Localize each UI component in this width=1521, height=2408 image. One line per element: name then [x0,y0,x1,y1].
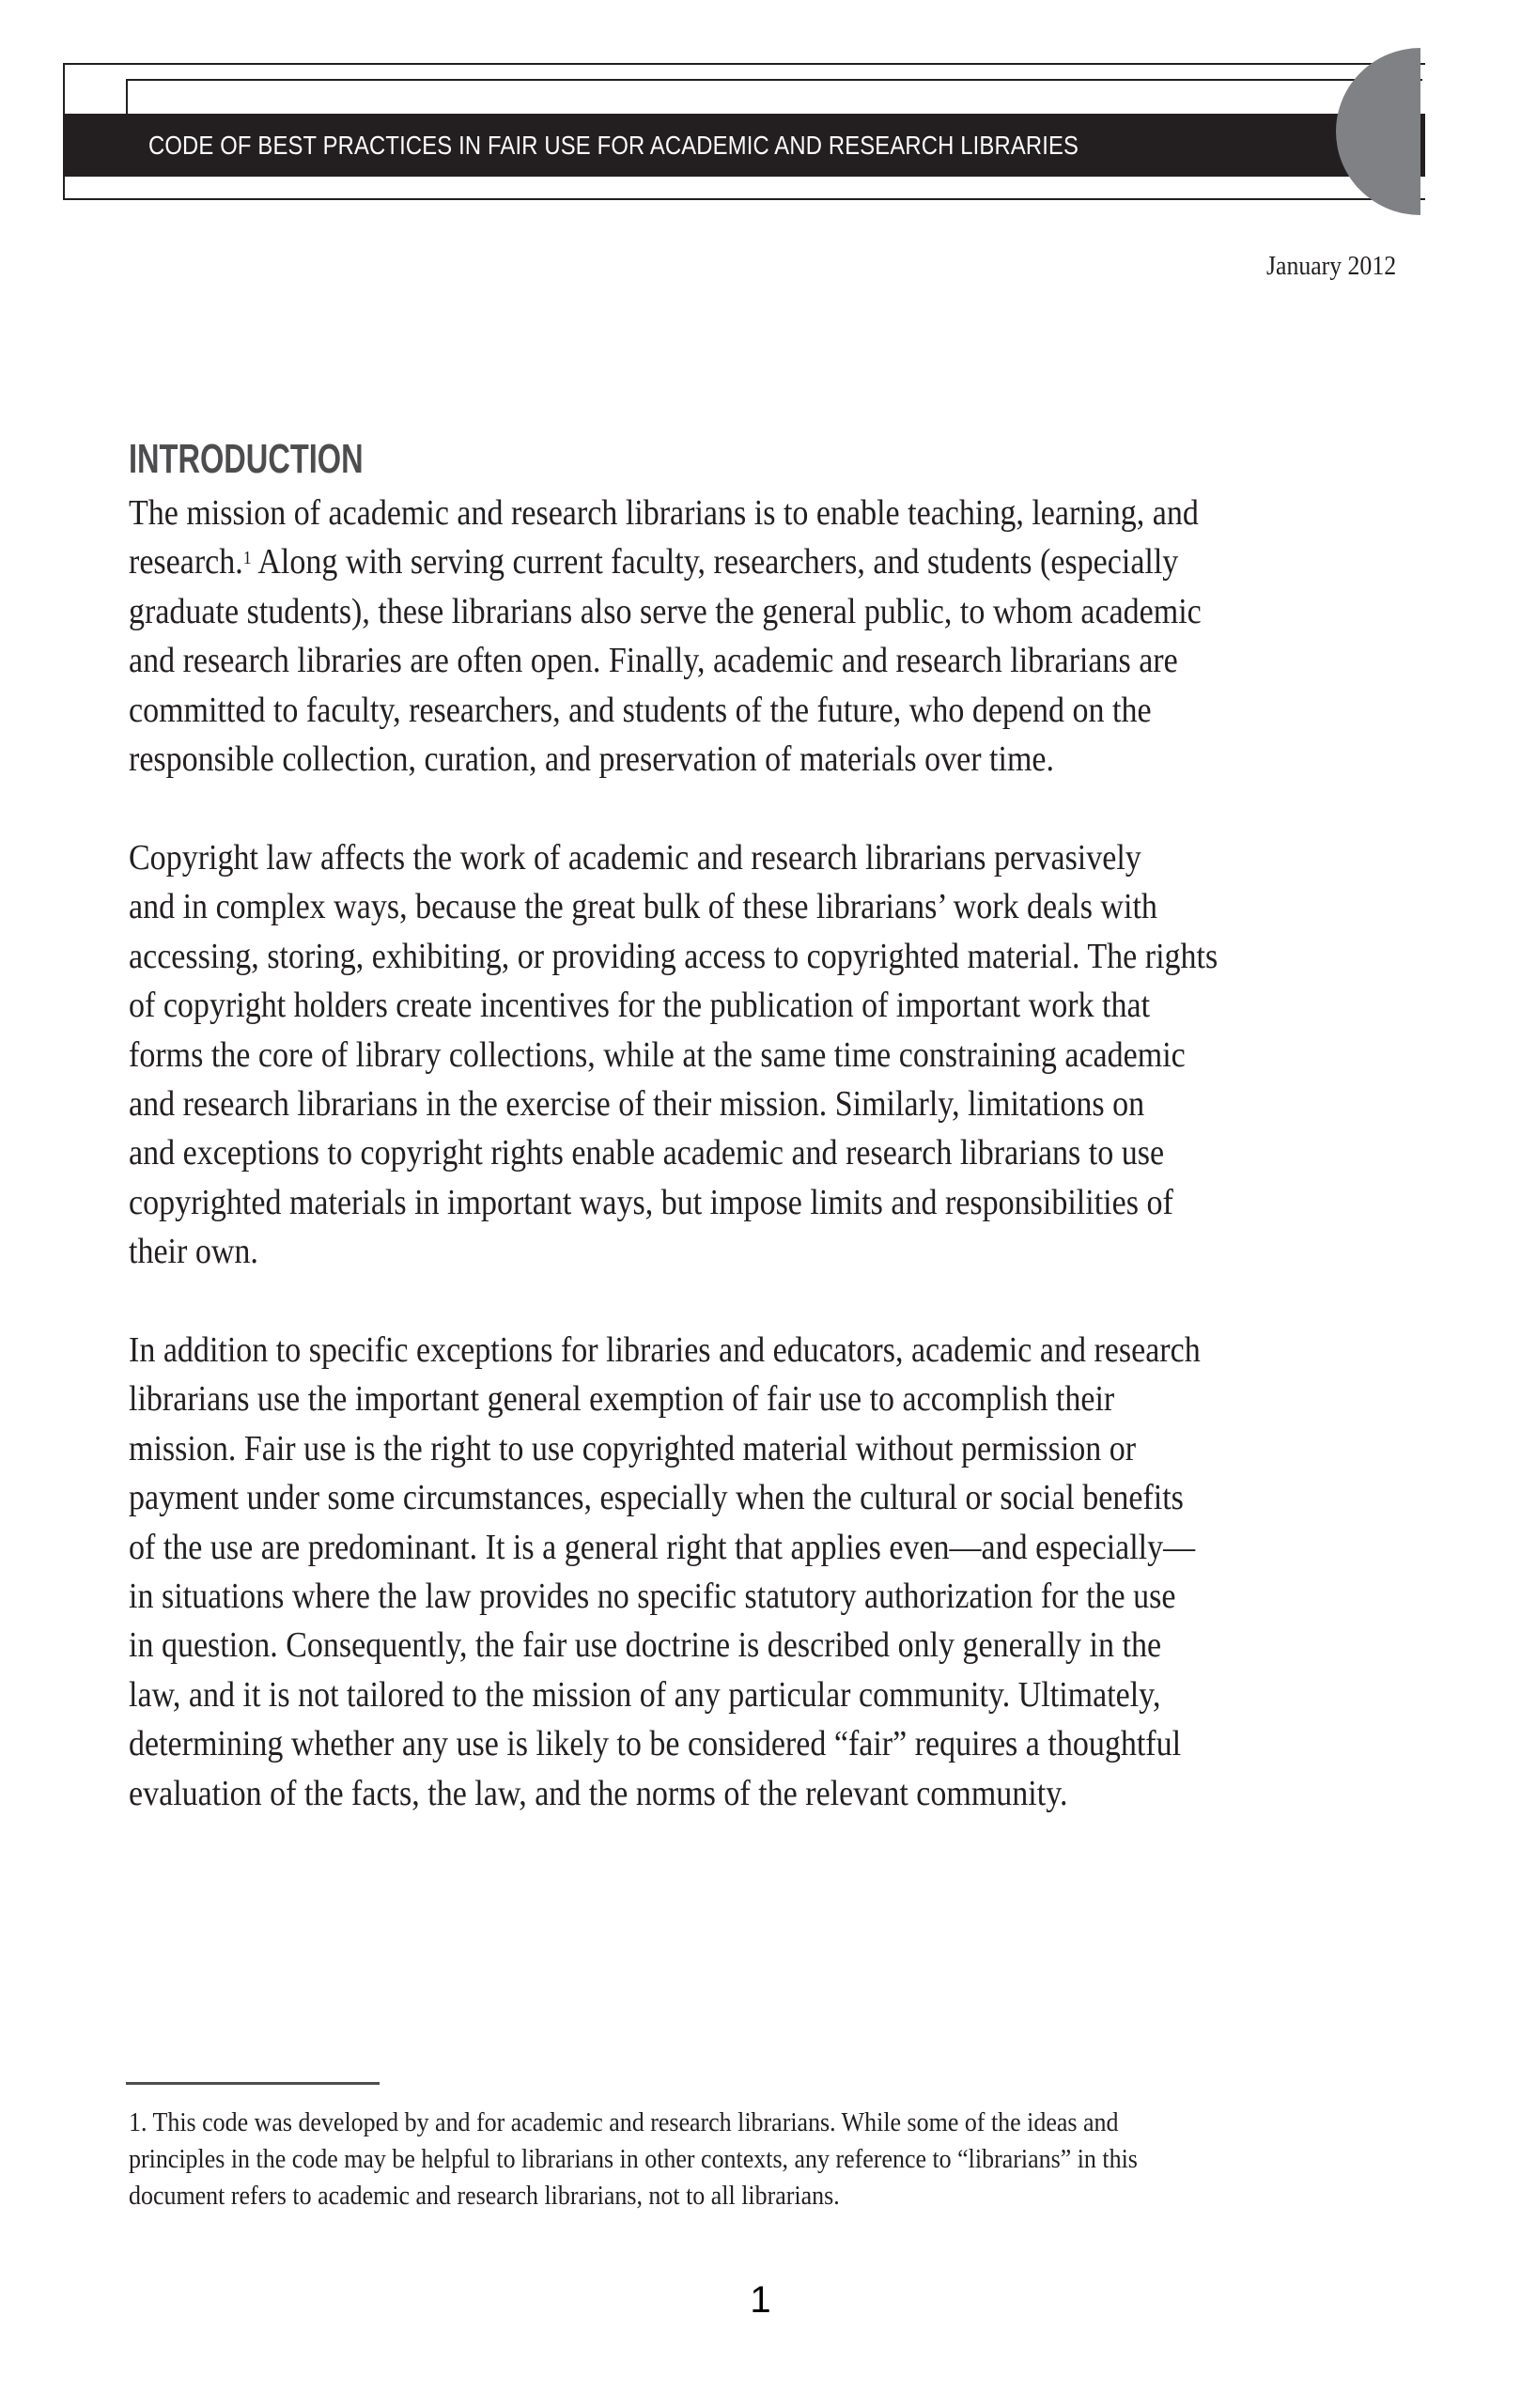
text-line: determining whether any use is likely to be considered “fair” requires a thoughtful [129,1724,1182,1763]
text-fragment: Along with serving current faculty, researchers, and students (especially [251,542,1179,582]
text-line: of copyright holders create incentives for the publication of important work that [129,986,1151,1025]
text-line: in question. Consequently, the fair use doctrine is described only generally in the [129,1625,1162,1665]
text-line: their own. [129,1232,258,1271]
text-line: committed to faculty, researchers, and students of the future, who depend on the [129,691,1152,730]
footnote-divider [126,2082,380,2085]
text-line: and research libraries are often open. Finally, academic and research librarians are [129,641,1178,680]
text-line: graduate students), these librarians also serve the general public, to whom academic [129,592,1202,631]
footnote-line: 1. This code was developed by and for academic and research librarians. While some of the ideas and [129,2107,1119,2137]
text-fragment: research. [129,542,243,582]
publication-date: January 2012 [1265,252,1396,281]
text-line: Copyright law affects the work of academic and research librarians pervasively [129,838,1141,878]
running-title: CODE OF BEST PRACTICES IN FAIR USE FOR ACADEMIC AND RESEARCH LIBRARIES [148,131,1079,160]
text-line: payment under some circumstances, especially when the cultural or social benefits [129,1478,1184,1517]
text-line: forms the core of library collections, while at the same time constraining academic [129,1035,1186,1075]
text-line: and exceptions to copyright rights enable academic and research librarians to use [129,1133,1165,1173]
footnote-line: document refers to academic and research librarians, not to all librarians. [129,2181,840,2211]
text-line: law, and it is not tailored to the mission of any particular community. Ultimately, [129,1675,1161,1715]
footnote-line: principles in the code may be helpful to librarians in other contexts, any reference to “librarians” in this [129,2144,1138,2174]
text-line: accessing, storing, exhibiting, or providing access to copyrighted material. The rights [129,937,1218,976]
section-heading: INTRODUCTION [129,436,364,482]
text-line: mission. Fair use is the right to use copyrighted material without permission or [129,1429,1137,1468]
text-line: librarians use the important general exemption of fair use to accomplish their [129,1379,1115,1419]
text-line: and in complex ways, because the great bulk of these librarians’ work deals with [129,887,1157,926]
text-line [129,537,1178,586]
text-line: in situations where the law provides no specific statutory authorization for the use [129,1577,1176,1616]
text-line: of the use are predominant. It is a general right that applies even—and especially— [129,1528,1196,1567]
text-line: In addition to specific exceptions for libraries and educators, academic and research [129,1330,1201,1370]
text-line: The mission of academic and research librarians is to enable teaching, learning, and [129,493,1199,533]
text-line: copyrighted materials in important ways, but impose limits and responsibilities of [129,1183,1173,1222]
footnote-reference[interactable]: 1 [242,548,252,568]
text-line: responsible collection, curation, and preservation of materials over time. [129,739,1055,779]
header-inner-frame [126,79,1422,115]
text-line: and research librarians in the exercise of their mission. Similarly, limitations on [129,1084,1145,1124]
header-tab-semicircle [1336,48,1420,215]
page-number: 1 [750,2279,771,2321]
text-line: evaluation of the facts, the law, and the norms of the relevant community. [129,1774,1068,1813]
